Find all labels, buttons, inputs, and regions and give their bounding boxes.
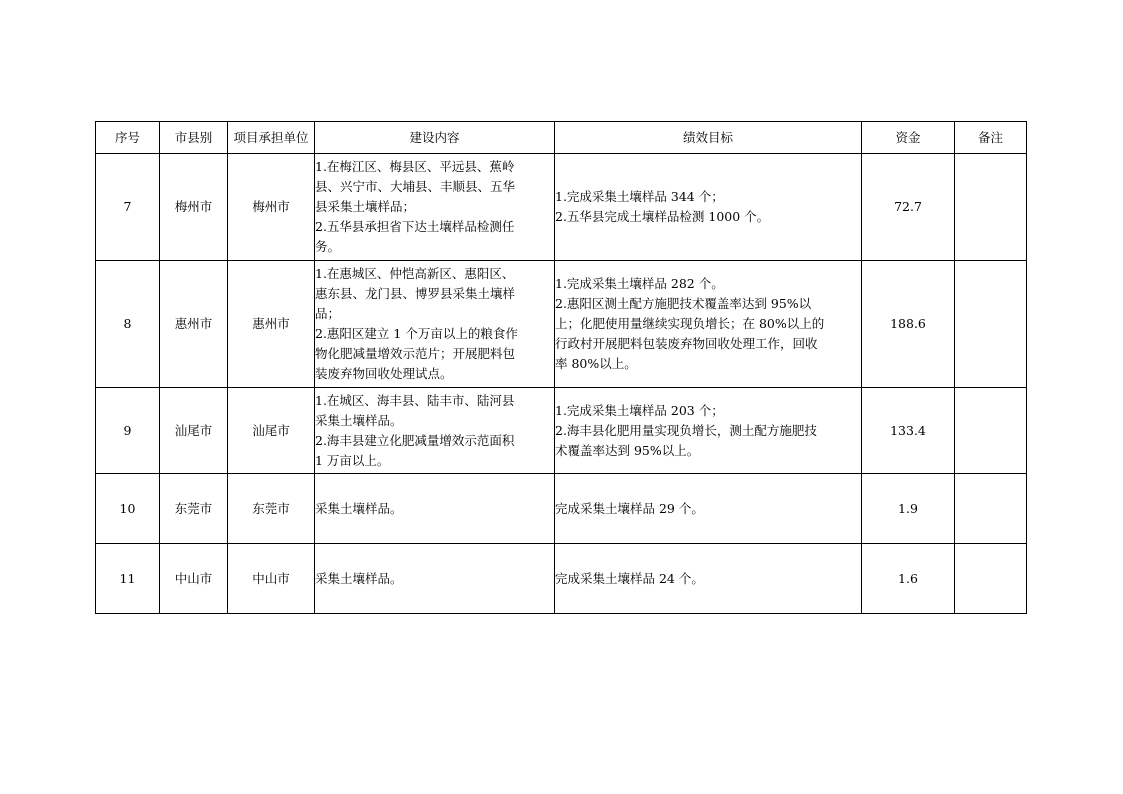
content-line: 1.在梅江区、梅县区、平远县、蕉岭 [315, 159, 515, 174]
cell-fund: 1.9 [862, 474, 955, 544]
header-fund: 资金 [862, 122, 955, 154]
cell-no: 7 [96, 154, 160, 261]
cell-content [315, 544, 555, 614]
cell-unit: 汕尾市 [228, 388, 315, 474]
content-line: 1.在城区、海丰县、陆丰市、陆河县 [315, 392, 515, 408]
goal-line: 1.完成采集土壤样品 282 个。 [555, 276, 724, 291]
cell-unit: 惠州市 [228, 261, 315, 388]
content-line: 采集土壤样品。 [315, 500, 403, 516]
cell-fund: 1.6 [862, 544, 955, 614]
goal-line: 1.完成采集土壤样品 344 个； [555, 189, 724, 204]
content-line: 县采集土壤样品； [315, 199, 416, 214]
cell-content [315, 261, 555, 388]
content-line: 品； [315, 306, 341, 321]
cell-city: 梅州市 [160, 154, 228, 261]
cell-unit: 梅州市 [228, 154, 315, 261]
cell-goal [555, 261, 862, 388]
cell-city: 东莞市 [160, 474, 228, 544]
header-no: 序号 [96, 122, 160, 154]
cell-city: 汕尾市 [160, 388, 228, 474]
cell-fund: 133.4 [862, 388, 955, 474]
cell-goal [555, 544, 862, 614]
goal-line: 2.五华县完成土壤样品检测 1000 个。 [555, 209, 770, 224]
header-city: 市县别 [160, 122, 228, 154]
cell-remark [955, 544, 1027, 614]
goal-line: 1.完成采集土壤样品 203 个； [555, 402, 724, 418]
cell-no: 11 [96, 544, 160, 614]
goal-line: 完成采集土壤样品 24 个。 [555, 570, 704, 586]
goal-line: 2.惠阳区测土配方施肥技术覆盖率达到 95%以 [555, 296, 812, 311]
cell-no: 8 [96, 261, 160, 388]
content-line: 1.在惠城区、仲恺高新区、惠阳区、 [315, 266, 515, 281]
cell-unit: 中山市 [228, 544, 315, 614]
header-goal: 绩效目标 [555, 122, 862, 154]
goal-line: 术覆盖率达到 95%以上。 [555, 442, 700, 458]
goal-line: 完成采集土壤样品 29 个。 [555, 500, 704, 516]
cell-goal [555, 154, 862, 261]
cell-no: 10 [96, 474, 160, 544]
cell-fund: 188.6 [862, 261, 955, 388]
cell-content [315, 154, 555, 261]
table-row [96, 474, 1027, 544]
content-line: 采集土壤样品。 [315, 412, 403, 428]
content-line: 1 万亩以上。 [315, 452, 390, 468]
cell-remark [955, 474, 1027, 544]
goal-line: 2.海丰县化肥用量实现负增长，测土配方施肥技 [555, 422, 817, 438]
header-remark: 备注 [955, 122, 1027, 154]
table-row [96, 154, 1027, 261]
content-line: 惠东县、龙门县、博罗县采集土壤样 [315, 286, 516, 301]
content-line: 2.五华县承担省下达土壤样品检测任 [315, 219, 515, 234]
header-row [96, 122, 1027, 154]
content-line: 2.惠阳区建立 1 个万亩以上的粮食作 [315, 326, 518, 341]
goal-line: 率 80%以上。 [555, 356, 637, 371]
cell-city: 中山市 [160, 544, 228, 614]
cell-fund: 72.7 [862, 154, 955, 261]
project-fund-table [95, 121, 1027, 614]
cell-remark [955, 388, 1027, 474]
content-line: 县、兴宁市、大埔县、丰顺县、五华 [315, 179, 516, 194]
cell-city: 惠州市 [160, 261, 228, 388]
cell-unit: 东莞市 [228, 474, 315, 544]
cell-remark [955, 154, 1027, 261]
goal-line: 行政村开展肥料包装废弃物回收处理工作，回收 [555, 336, 818, 351]
content-line: 装废弃物回收处理试点。 [315, 366, 453, 381]
table-row [96, 388, 1027, 474]
cell-goal [555, 474, 862, 544]
goal-line: 上；化肥使用量继续实现负增长；在 80%以上的 [555, 316, 825, 331]
cell-goal [555, 388, 862, 474]
cell-no: 9 [96, 388, 160, 474]
cell-remark [955, 261, 1027, 388]
table-row [96, 544, 1027, 614]
content-line: 物化肥减量增效示范片；开展肥料包 [315, 346, 516, 361]
content-line: 2.海丰县建立化肥减量增效示范面积 [315, 432, 515, 448]
table-row [96, 261, 1027, 388]
cell-content [315, 388, 555, 474]
header-content: 建设内容 [315, 122, 555, 154]
content-line: 采集土壤样品。 [315, 570, 403, 586]
content-line: 务。 [315, 239, 341, 254]
cell-content [315, 474, 555, 544]
header-unit: 项目承担单位 [228, 122, 315, 154]
